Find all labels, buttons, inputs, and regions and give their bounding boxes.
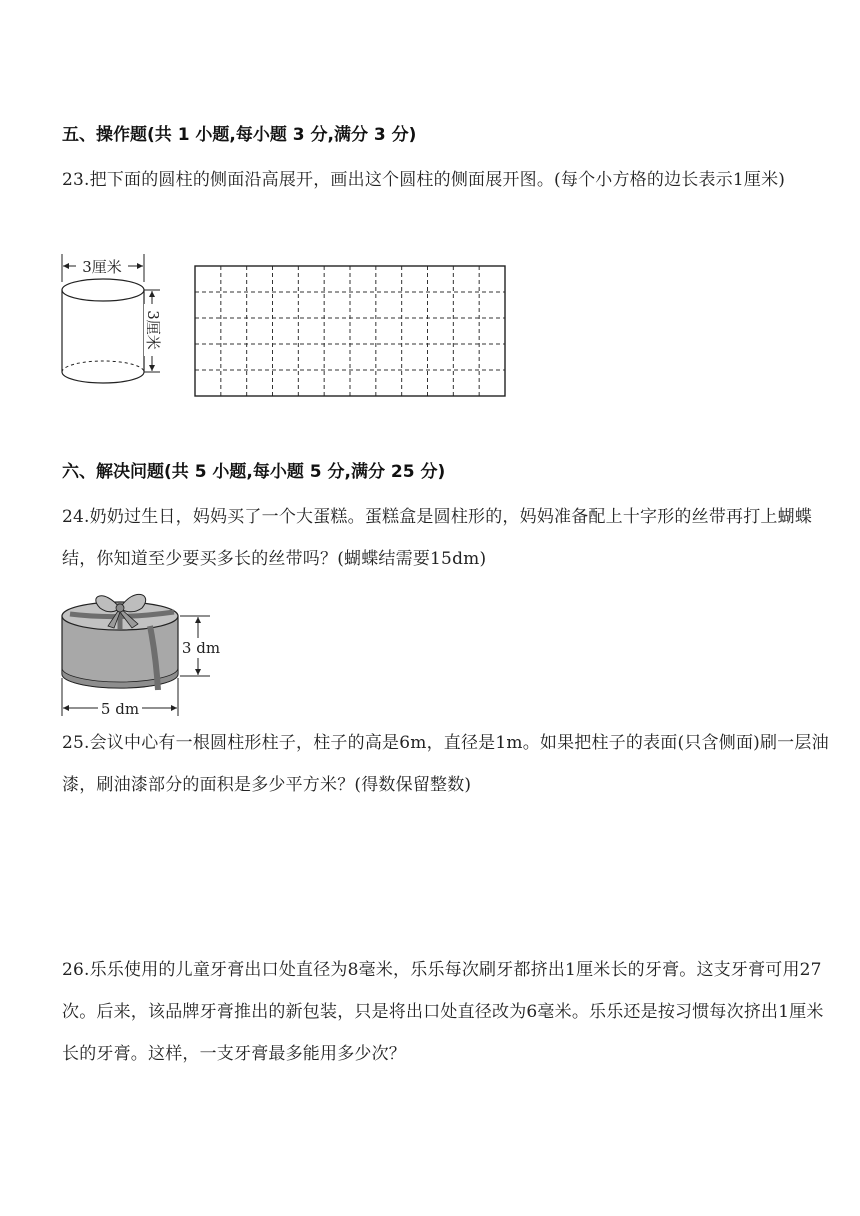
q23-grid-paper[interactable] xyxy=(194,265,506,397)
question-26-text: 26.乐乐使用的儿童牙膏出口处直径为8毫米，乐乐每次刷牙都挤出1厘米长的牙膏。这支牙膏可用27次。后来，该品牌牙膏推出的新包装，只是将出口处直径改为6毫米。乐乐还是按习惯每次挤出1厘米长的牙膏。这样，一支牙膏最多能用多少次？ xyxy=(62,960,824,1064)
q24-height-label: 3 dm xyxy=(181,639,221,657)
section-5-heading: 五、操作题(共 1 小题,每小题 3 分,满分 3 分) xyxy=(62,125,417,145)
section-6-heading: 六、解决问题(共 5 小题,每小题 5 分,满分 25 分) xyxy=(62,462,446,482)
question-24-text: 24.奶奶过生日，妈妈买了一个大蛋糕。蛋糕盒是圆柱形的，妈妈准备配上十字形的丝带再打上蝴蝶结，你知道至少要买多长的丝带吗？(蝴蝶结需要15dm) xyxy=(62,507,813,569)
q23-diameter-label: 3厘米 xyxy=(82,258,122,276)
question-25-text: 25.会议中心有一根圆柱形柱子，柱子的高是6m，直径是1m。如果把柱子的表面(只含侧面)刷一层油漆，刷油漆部分的面积是多少平方米？(得数保留整数) xyxy=(62,733,829,795)
q23-cylinder-figure xyxy=(56,252,176,402)
q23-height-label: 3厘米 xyxy=(144,310,162,350)
question-23-text: 23.把下面的圆柱的侧面沿高展开，画出这个圆柱的侧面展开图。(每个小方格的边长表示1厘米) xyxy=(62,170,786,190)
q24-diameter-label: 5 dm xyxy=(100,700,140,718)
q24-cake-box-figure xyxy=(58,586,228,720)
